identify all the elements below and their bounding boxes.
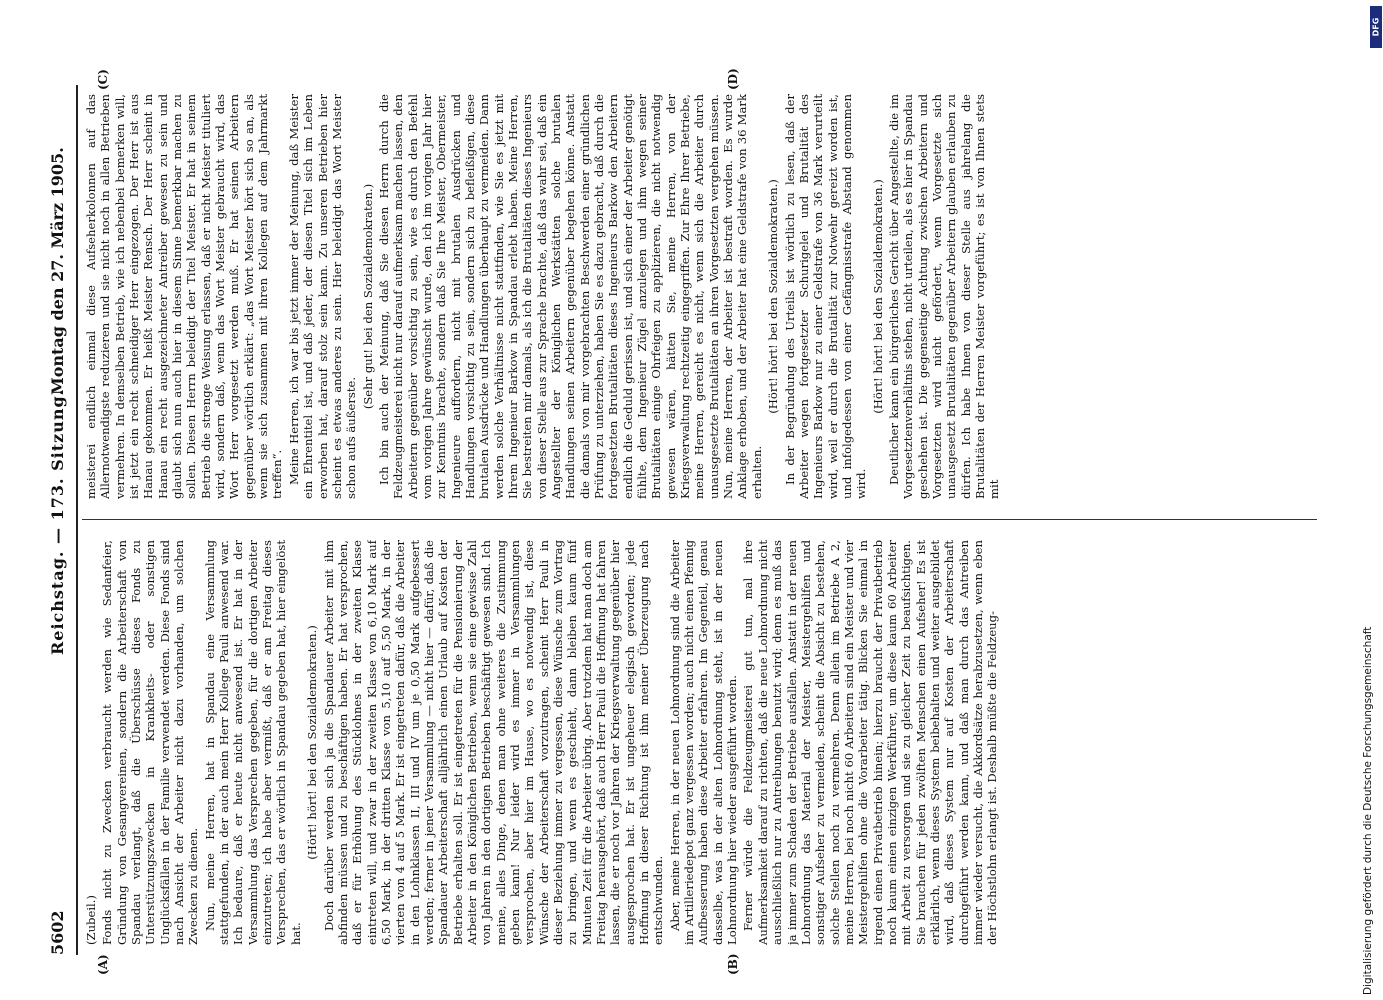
session-date: Montag den 27. März 1905. <box>48 147 67 395</box>
interjection: (Sehr gut! bei den Sozialdemokraten.) <box>360 183 375 410</box>
interjection: (Hört! hört! bei den Sozialdemokraten.) <box>766 179 781 414</box>
paragraph: Ich bin auch der Meinung, daß Sie diesen Herrn durch die Feldzeugmeisterei nicht nur darauf aufmerksam machen lassen, den Arbeitern gegenüber vorsichtig zu sein, wie es durch den Befehl vom vorigen Jahre gewünscht wurde, den ich im vorigen Jahr hier zur Kenntnis brachte, sondern daß Sie Ihre Meister, Obermeister, Ingenieure auffordern, nicht mit brutalen Ausdrücken und Handlungen vorsichtig zu sein, sondern sich zu befleißigen, diese brutalen Ausdrücke und Handlungen überhaupt zu vermeiden. Dann werden solche Verhältnisse nicht stattfinden, wie Sie es jetzt mit Ihrem Ingenieur Barkow in Spandau erlebt haben. Meine Herren, Sie bestreiten mir damals, als ich die Brutalitäten dieses Ingenieurs von dieser Stelle aus zur Sprache brachte, daß das wahr sei, daß ein Angestellter der Königlichen Werkstätten solche brutalen Handlungen seinen Arbeitern gegenüber begehen könne. Anstatt die damals von mir vorgebrachten Beschwerden einer gründlichen Prüfung zu unterziehen, haben Sie es dazu gebracht, daß durch die fortgesetzten Brutalitäten dieses Ingenieurs Barkow den Arbeitern endlich die Geduld gerissen ist, und sich einer der Arbeiter genötigt fühlte, dem Ingenieur Zügel anzulegen und ihm wegen seiner Brutalitäten einige Ohrfeigen zu applizieren, die nicht notwendig gewesen wären, hätten Sie, meine Herren, von der Kriegsverwaltung rechtzeitig eingegriffen. Zur Ehre Ihrer Betriebe, meine Herren, gereicht es nicht, wenn sich die Arbeiter durch unausgesetzte Brutalitäten an ihren Vorgesetzten vergehen müssen. Nun, meine Herren, der Arbeiter ist bestraft worden. Es wurde Anklage erhoben, und der Arbeiter hat eine Geldstrafe von 36 Mark erhalten. <box>376 94 764 499</box>
paragraph: In der Begründung des Urteils ist wörtlich zu lesen, daß der Arbeiter wegen fortgesetzter Schurigelei und Brutalität des Ingenieurs Barkow nur zu einer Geldstrafe von 36 Mark verurteilt wird, weil er durch die Brutalität zur Notwehr gereizt worden ist, und infolgedessen von einer Gefängnisstrafe Abstand genommen wird. <box>782 94 869 499</box>
session-title: Reichstag. — 173. Sitzung. <box>48 388 67 655</box>
margin-marker-a: (A) <box>96 954 110 975</box>
margin-marker-b: (B) <box>726 953 740 975</box>
digitization-credit: Digitalisierung gefördert durch die Deutsche Forschungsgemeinschaft <box>1362 626 1374 995</box>
paragraph: Doch darüber werden sich ja die Spandauer Arbeiter mit ihm abfinden müssen und zu beschäftigen haben. Er hat versprochen, daß er für Erhöhung des Stücklohnes in der zweiten Klasse eintreten will, und zwar in der zweiten Klasse von 6,10 Mark auf 6,50 Mark, in der dritten Klasse von 5,10 auf 5,50 Mark, in der vierten von 4 auf 5 Mark. Er ist eingetreten dafür, daß die Arbeiter in den Lohnklassen II, III und IV um je 0,50 Mark aufgebessert werden; ferner in jener Versammlung — nicht hier — dafür, daß die Spandauer Arbeiterschaft alljährlich einen Urlaub auf Kosten der Betriebe erhalten soll. Er ist eingetreten für die Pensionierung der Arbeiter in den Königlichen Betrieben, wenn sie eine gewisse Zahl von Jahren in den dortigen Betrieben beschäftigt gewesen sind. Ich meine, alles Dinge, denen man ohne weiteres die Zustimmung geben kann! Nur leider wird es immer in Versammlungen versprochen, aber hier im Hause, wo es notwendig ist, diese Wünsche der Arbeiterschaft vorzutragen, scheint Herr Pauli in dieser Beziehung immer zu vergessen, diese Wünsche zum Vortrag zu bringen, und wenn es geschieht, dann bleiben kaum fünf Minuten Zeit für die Arbeiter übrig. Aber trotzdem hat man doch am Freitag herausgehört, daß auch Herr Pauli die Hoffnung hat fahren lassen, die er noch vor Jahren der Kriegsverwaltung gegenüber hier ausgesprochen hat. Er ist ungeheuer elegisch geworden; jede Hoffnung in dieser Richtung ist ihm meiner Überzeugung nach entschwunden. <box>321 540 666 945</box>
paragraph: Nun, meine Herren, hat in Spandau eine Versammlung stattgefunden, in der auch mein Herr Kollege Pauli anwesend war. Ich bedaure, daß er heute nicht anwesend ist. Er hat in der Versammlung das Versprechen gegeben, für die dortigen Arbeiter einzutreten; ich habe aber vermißt, daß er am Freitag dieses Versprechen, das er wörtlich in Spandau gegeben hat, hier eingelöst hat. <box>202 540 303 945</box>
margin-marker-d: (D) <box>726 68 740 90</box>
dfg-logo <box>1370 6 1382 48</box>
paragraph: Fonds nicht zu Zwecken verbraucht werden wie Sedanfeier, Gründung von Gesangvereinen, sondern die Arbeiterschaft von Spandau verlangt, daß die Überschüsse dieses Fonds zu Unterstützungszwecken in Krankheits- oder sonstigen Unglücksfällen in der Familie verwendet werden. Diese Fonds sind nach Ansicht der Arbeiter nicht dazu vorhanden, um solchen Zwecken zu dienen. <box>100 540 201 945</box>
paragraph: meisterei endlich einmal diese Aufseherkolonnen auf das Allernotwendigste reduzieren und sie nicht noch in allen Betrieben vermehren. In demselben Betrieb, wie ich nebenbei bemerken will, ist jetzt ein recht schneidiger Herr eingezogen. Der Herr ist aus Hanau gekommen. Er heißt Meister Rensch. Der Herr scheint in Hanau ein recht ausgezeichneter Antreiber gewesen zu sein und glaubt sich nun auch hier in diesem Sinne bemerkbar machen zu sollen. Diesen Herrn beleidigt der Titel Meister. Er hat in seinem Betrieb die strenge Weisung erlassen, daß er nicht Meister tituliert wird, sondern daß, wenn das Wort Meister gebraucht wird, das Wort Herr vorgesetzt werden muß. Er hat seinen Arbeitern gegenüber wörtlich erklärt: „das Wort Meister hört sich so an, als wenn sie sich zusammen mit ihren Kollegen auf dem Jahrmarkt treffen“. <box>84 94 285 499</box>
page-number: 5602 <box>48 910 67 955</box>
paragraph: Ferner würde die Feldzeugmeisterei gut tun, mal ihre Aufmerksamkeit darauf zu richten, daß die neue Lohnordnung nicht ausschließlich nur zu Antreibungen benutzt wird; denn es muß das ja immer zum Schaden der Betriebe ausfallen. Anstatt in der neuen Lohnordnung das Material der Meister, Meistergehilfen und sonstiger Aufseher zu vermeiden, scheint die Absicht zu bestehen, solche Stellen noch zu vermehren. Denn allein im Betriebe A 2, meine Herren, bei noch nicht 60 Arbeitern sind ein Meister und vier Meistergehilfen ohne die Vorarbeiter tätig. Blicken Sie einmal in irgend einen Privatbetrieb hinein; hierzu braucht der Privatbetrieb noch kaum einen einzigen Werkführer, um diese kaum 60 Arbeiter mit Arbeit zu versorgen und sie zu gleicher Zeit zu beaufsichtigen. Sie brauchen für jeden zwölften Menschen einen Aufseher! Es ist erklärlich, wenn dieses System beibehalten und weiter ausgebildet wird, daß dieses System nur auf Kosten der Arbeiterschaft durchgeführt werden kann, und daß man durch das Antreiben immer wieder versucht, die Akkordsätze herabzusetzen, wenn eben der Höchstlohn erlangt ist. Deshalb müßte die Feldzeug- <box>741 540 1000 945</box>
column-divider <box>82 519 1317 520</box>
speaker-name: (Zubeil.) <box>84 895 98 945</box>
interjection: (Hört! hört! bei den Sozialdemokraten.) <box>870 179 885 414</box>
dfg-logo-text: DFG <box>1371 17 1381 37</box>
paragraph: Aber, meine Herren, in der neuen Lohnordnung sind die Arbeiter im Artilleriedepot ganz vergessen worden; auch nicht einen Pfennig Aufbesserung haben diese Arbeiter erfahren. Im Gegenteil, genau dasselbe, was in der alten Lohnordnung steht, ist in der neuen Lohnordnung hier wieder ausgeführt worden. <box>667 540 740 945</box>
left-text-column <box>84 540 1324 945</box>
paragraph: Deutlicher kann ein bürgerliches Gericht über Angestellte, die im Vorgesetztenverhältnis stehen, nicht urteilen, als es hier in Spandau geschehen ist. Die gegenseitige Achtung zwischen Arbeitern und Vorgesetzten wird nicht gefördert, wenn Vorgesetzte sich unausgesetzt Brutalitäten gegenüber Arbeitern glauben erlauben zu dürfen. Ich habe Ihnen von dieser Stelle aus jahrelang die Brutalitäten der Herren Meister vorgeführt; es ist von Ihnen stets mit <box>886 94 1002 499</box>
margin-marker-c: (C) <box>96 69 110 90</box>
interjection: (Hört! hört! bei den Sozialdemokraten.) <box>305 625 320 860</box>
right-text-column <box>84 94 1324 499</box>
page-header <box>46 85 72 955</box>
paragraph: Meine Herren, ich war bis jetzt immer der Meinung, daß Meister ein Ehrentitel ist, und daß jeder, der diesen Titel sich im Leben erworben hat, darauf stolz sein kann. Zu unseren Betrieben hier scheint es etwas anderes zu sein. Hier beleidigt das Wort Meister schon aufs äußerste. <box>286 94 359 499</box>
rotated-document-page <box>36 55 1336 985</box>
header-rule <box>76 85 78 955</box>
